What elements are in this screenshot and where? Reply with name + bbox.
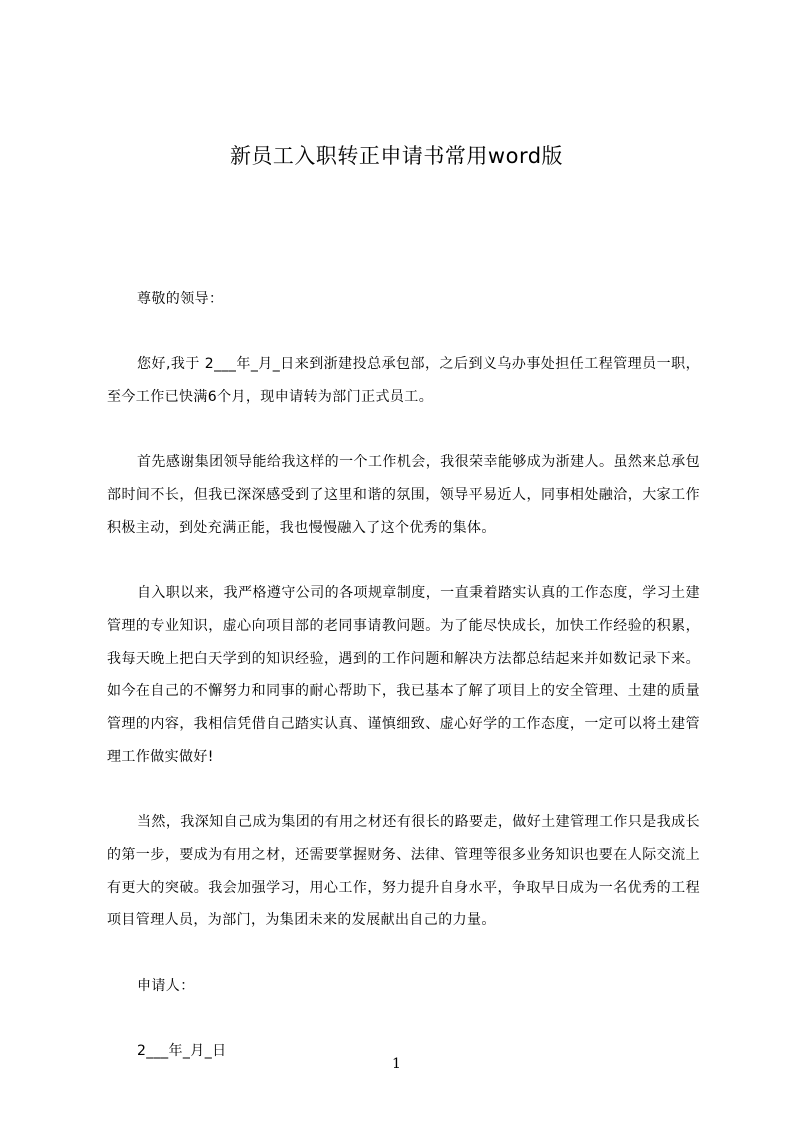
paragraph-thanks: 首先感谢集团领导能给我这样的一个工作机会，我很荣幸能够成为浙建人。虽然来总承包部时间不长，但我已深深感受到了这里和谐的氛围，领导平易近人，同事相处融洽，大家工作积极主动，到处充满正能，我也慢慢融入了这个优秀的集体。 (107, 454, 700, 536)
paragraph-work-summary: 自入职以来，我严格遵守公司的各项规章制度，一直秉着踏实认真的工作态度，学习土建管理的专业知识，虚心向项目部的老同事请教问题。为了能尽快成长，加快工作经验的积累，我每天晚上把白天学到的知识经验，遇到的工作问题和解决方法都总结起来并如数记录下来。如今在自己的不懈努力和同事的耐心帮助下，我已基本了解了项目上的安全管理、土建的质量管理的内容，我相信凭借自己踏实认真、谨慎细致、虚心好学的工作态度，一定可以将土建管理工作做实做好! (107, 585, 700, 765)
date-line: 2___年_月_日 (137, 1043, 227, 1060)
applicant-label: 申请人： (137, 977, 195, 994)
document-body (107, 283, 700, 1068)
page-number: 1 (392, 1056, 401, 1072)
paragraph-future-plan: 当然，我深知自己成为集团的有用之材还有很长的路要走，做好土建管理工作只是我成长的第一步，要成为有用之材，还需要掌握财务、法律、管理等很多业务知识也要在人际交流上有更大的突破。我会加强学习，用心工作，努力提升自身水平，争取早日成为一名优秀的工程项目管理人员，为部门，为集团未来的发展献出自己的力量。 (107, 814, 700, 929)
document-title: 新员工入职转正申请书常用word版 (229, 144, 564, 168)
paragraph-intro: 您好,我于 2___年_月_日来到浙建投总承包部，之后到义乌办事处担任工程管理员一职，至今工作已快满6个月，现申请转为部门正式员工。 (107, 356, 700, 406)
salutation: 尊敬的领导： (137, 291, 224, 307)
